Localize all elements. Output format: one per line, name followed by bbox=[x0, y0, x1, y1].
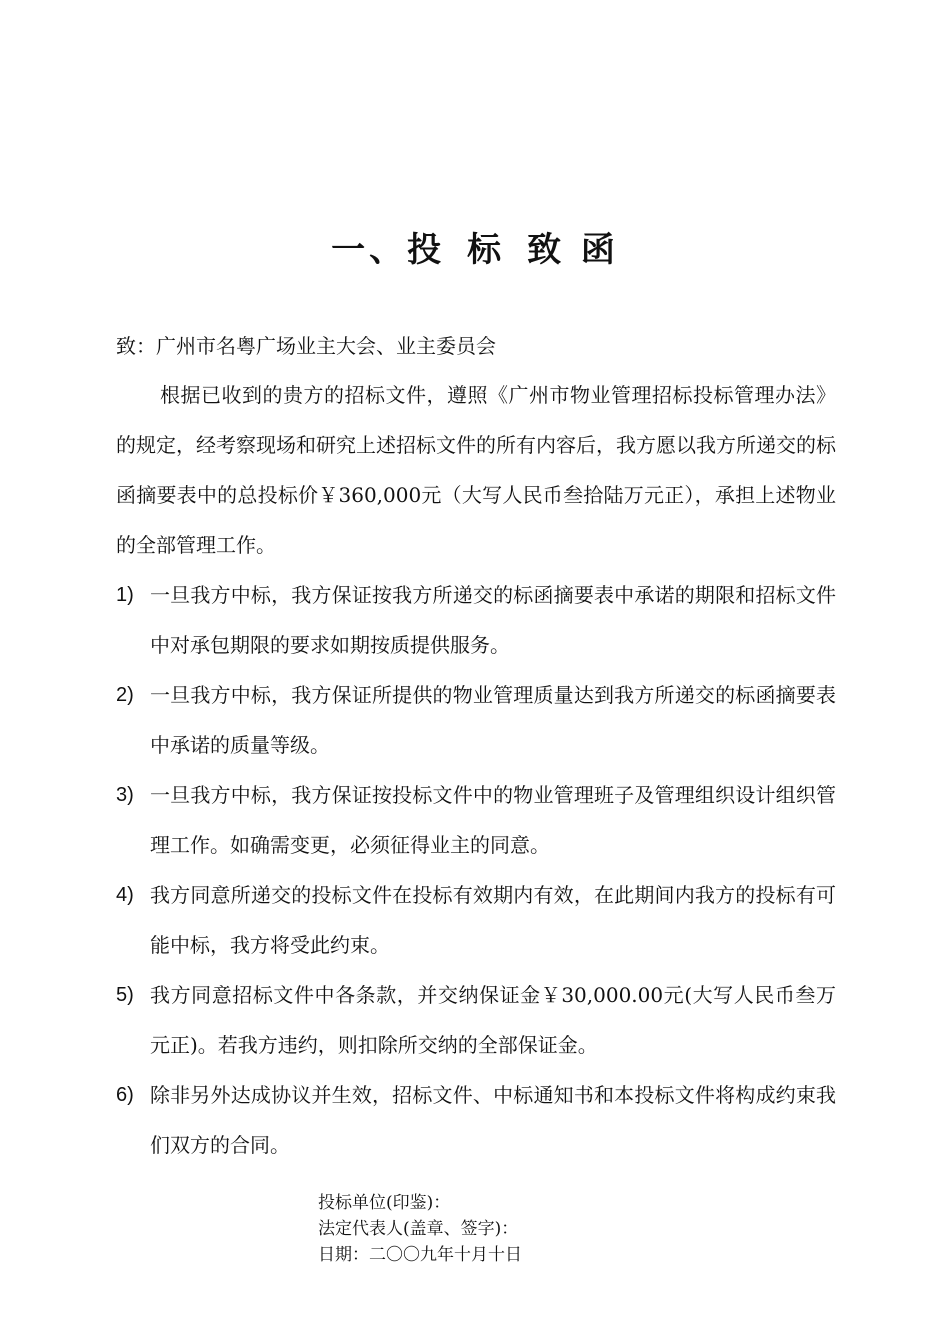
addressee-line: 致：广州市名粤广场业主大会、业主委员会 bbox=[116, 334, 496, 358]
item-number: 1) bbox=[116, 584, 134, 606]
item-text: 一旦我方中标，我方保证按我方所递交的标函摘要表中承诺的期限和招标文件中对承包期限的要求如期按质提供服务。 bbox=[150, 583, 836, 657]
page-title bbox=[0, 222, 950, 271]
title-part-1: 一、投 bbox=[331, 230, 446, 270]
title-part-2: 标 bbox=[467, 230, 506, 270]
item-text: 除非另外达成协议并生效，招标文件、中标通知书和本投标文件将构成约束我们双方的合同。 bbox=[150, 1083, 836, 1157]
list-item bbox=[116, 570, 836, 670]
item-number: 5) bbox=[116, 984, 134, 1006]
item-text: 我方同意所递交的投标文件在投标有效期内有效，在此期间内我方的投标有可能中标，我方将受此约束。 bbox=[150, 883, 836, 957]
bidder-seal-line: 投标单位(印鉴)： bbox=[318, 1193, 451, 1213]
list-item bbox=[116, 970, 836, 1070]
signature-block bbox=[318, 1190, 522, 1268]
item-number: 6) bbox=[116, 1084, 134, 1106]
item-number: 4) bbox=[116, 884, 134, 906]
list-item bbox=[116, 870, 836, 970]
item-text: 一旦我方中标，我方保证按投标文件中的物业管理班子及管理组织设计组织管理工作。如确需变更，必须征得业主的同意。 bbox=[150, 783, 836, 857]
list-item bbox=[116, 770, 836, 870]
date-line: 日期：二〇〇九年十月十日 bbox=[318, 1245, 522, 1265]
commitment-list bbox=[116, 570, 836, 1170]
list-item bbox=[116, 1070, 836, 1170]
item-number: 3) bbox=[116, 784, 134, 806]
item-number: 2) bbox=[116, 684, 134, 706]
item-text: 一旦我方中标，我方保证所提供的物业管理质量达到我方所递交的标函摘要表中承诺的质量等级。 bbox=[150, 683, 836, 757]
body-paragraph: 根据已收到的贵方的招标文件，遵照《广州市物业管理招标投标管理办法》的规定，经考察现场和研究上述招标文件的所有内容后，我方愿以我方所递交的标函摘要表中的总投标价￥360,000元（大写人民币叁拾陆万元正），承担上述物业的全部管理工作。 bbox=[116, 383, 836, 557]
list-item bbox=[116, 670, 836, 770]
legal-representative-line: 法定代表人(盖章、签字)： bbox=[318, 1219, 519, 1239]
title-part-3: 致 函 bbox=[527, 230, 619, 270]
item-text: 我方同意招标文件中各条款，并交纳保证金￥30,000.00元(大写人民币叁万元正)。若我方违约，则扣除所交纳的全部保证金。 bbox=[150, 983, 836, 1057]
